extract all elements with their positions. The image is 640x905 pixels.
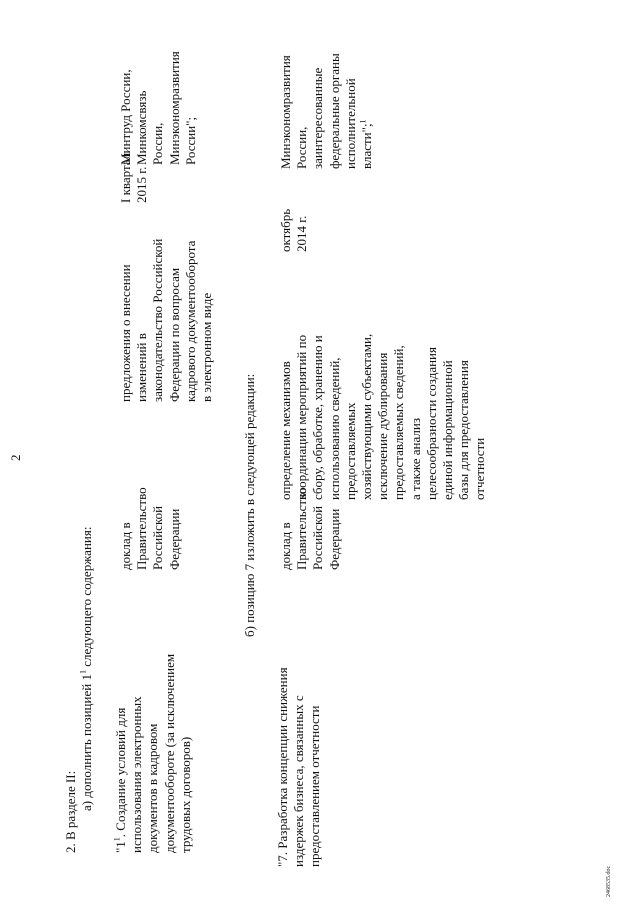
row2-col2-line: Российской bbox=[310, 505, 326, 570]
row1-col1-superscript: 1 bbox=[112, 837, 122, 842]
subsection-a-superscript: 1 bbox=[78, 670, 88, 675]
row1-col5-line: Минтруд России, bbox=[118, 69, 133, 165]
row1-col3-expected-result bbox=[118, 239, 215, 402]
row2-col1-line: издержек бизнеса, связанных с bbox=[291, 695, 307, 867]
row1-col3-line: законодательство Российской bbox=[150, 238, 166, 402]
row2-col2-line: Федерации bbox=[326, 508, 342, 570]
row1-col5-line: Минэкономразвития bbox=[166, 51, 182, 165]
row2-col3-line: предоставляемых сведений, bbox=[391, 345, 407, 500]
row2-col5-line: заинтересованные bbox=[310, 67, 326, 169]
section-heading: 2. В разделе II: bbox=[63, 770, 78, 853]
row1-col3-line: кадрового документооборота bbox=[182, 240, 198, 402]
row1-col1-line: трудовых договоров) bbox=[177, 736, 193, 853]
row2-col3-line: базы для предоставления bbox=[456, 360, 472, 500]
row1-col3-line: предложения о внесении bbox=[118, 264, 133, 402]
row2-col3-line: хозяйствующими субъектами, bbox=[359, 333, 375, 500]
subsection-b-heading: б) позицию 7 изложить в следующей редакции: bbox=[242, 373, 257, 637]
row1-col2-line: Российской bbox=[150, 505, 166, 570]
document-id: 2468535.doc bbox=[606, 865, 612, 897]
row1-col2-line: Правительство bbox=[134, 487, 150, 570]
row1-col5-line: России, bbox=[150, 122, 166, 165]
row2-col3-line: целесообразности создания bbox=[423, 347, 439, 500]
subsection-a-heading bbox=[79, 527, 95, 811]
row2-col3-line: единой информационной bbox=[440, 360, 456, 500]
row1-col2-line: Федерации bbox=[166, 508, 182, 570]
row1-col5-line: Минкомсвязь bbox=[134, 90, 150, 165]
row2-col3-line: отчетности bbox=[472, 437, 488, 500]
row2-col3-line: использованию сведений, bbox=[326, 357, 342, 500]
row2-col3-expected-result bbox=[278, 334, 489, 500]
row2-col2-line: доклад в bbox=[278, 522, 293, 570]
row2-col5-responsible bbox=[278, 53, 375, 169]
row1-col5-line: России"; bbox=[182, 116, 198, 165]
row2-col4-line: 2014 г. bbox=[294, 215, 310, 252]
subsection-a-prefix: а) дополнить позицией 1 bbox=[79, 674, 94, 811]
row2-col3-line: определение механизмов bbox=[278, 361, 293, 500]
row1-col1-line: "$1^1$. Создание условий для bbox=[112, 707, 128, 853]
row1-col1-position bbox=[113, 654, 194, 853]
subsection-a-suffix: следующего содержания: bbox=[79, 526, 94, 671]
row2-col3-line: а также анализ bbox=[407, 418, 423, 500]
row2-col3-line: координации мероприятий по bbox=[294, 334, 310, 500]
page-number: 2 bbox=[8, 454, 23, 461]
row1-col1-line: использования электронных bbox=[129, 696, 145, 853]
row2-col5-line: исполнительной bbox=[342, 78, 358, 169]
row2-col4-line: октябрь bbox=[278, 208, 293, 252]
row1-col4-line: 2015 г. bbox=[134, 166, 150, 203]
row2-col1-line: предоставлением отчетности bbox=[307, 705, 323, 867]
row1-col5-responsible bbox=[118, 51, 199, 165]
row2-col3-line: сбору, обработке, хранению и bbox=[310, 335, 326, 500]
row1-col1-line: документов в кадровом bbox=[145, 723, 161, 853]
row2-col3-line: предоставляемых bbox=[342, 402, 358, 500]
row1-col2-line: доклад в bbox=[118, 522, 133, 570]
row1-col1-line: документообороте (за исключением bbox=[161, 653, 177, 853]
row1-col3-line: изменений в bbox=[134, 333, 150, 402]
row2-col3-line: исключение дублирования bbox=[375, 352, 391, 500]
row2-col5-line: федеральные органы bbox=[326, 53, 342, 169]
row1-col2-result-form bbox=[118, 487, 183, 570]
row2-col5-line: власти";$^1$ bbox=[358, 119, 375, 169]
row2-col2-line: Правительство bbox=[294, 487, 310, 570]
row1-col3-line: в электронном виде bbox=[199, 292, 215, 402]
row2-col1-line: "7. Разработка концепции снижения bbox=[275, 667, 290, 867]
row2-col1-position bbox=[275, 667, 324, 867]
row2-col5-line: Минэкономразвития bbox=[278, 55, 293, 169]
row1-col4-line: I квартал bbox=[118, 152, 133, 203]
row2-col5-line: России, bbox=[294, 126, 310, 169]
row2-col4-deadline bbox=[278, 209, 310, 252]
row2-col5-superscript: 1 bbox=[358, 119, 368, 124]
row1-col3-line: Федерации по вопросам bbox=[166, 267, 182, 402]
